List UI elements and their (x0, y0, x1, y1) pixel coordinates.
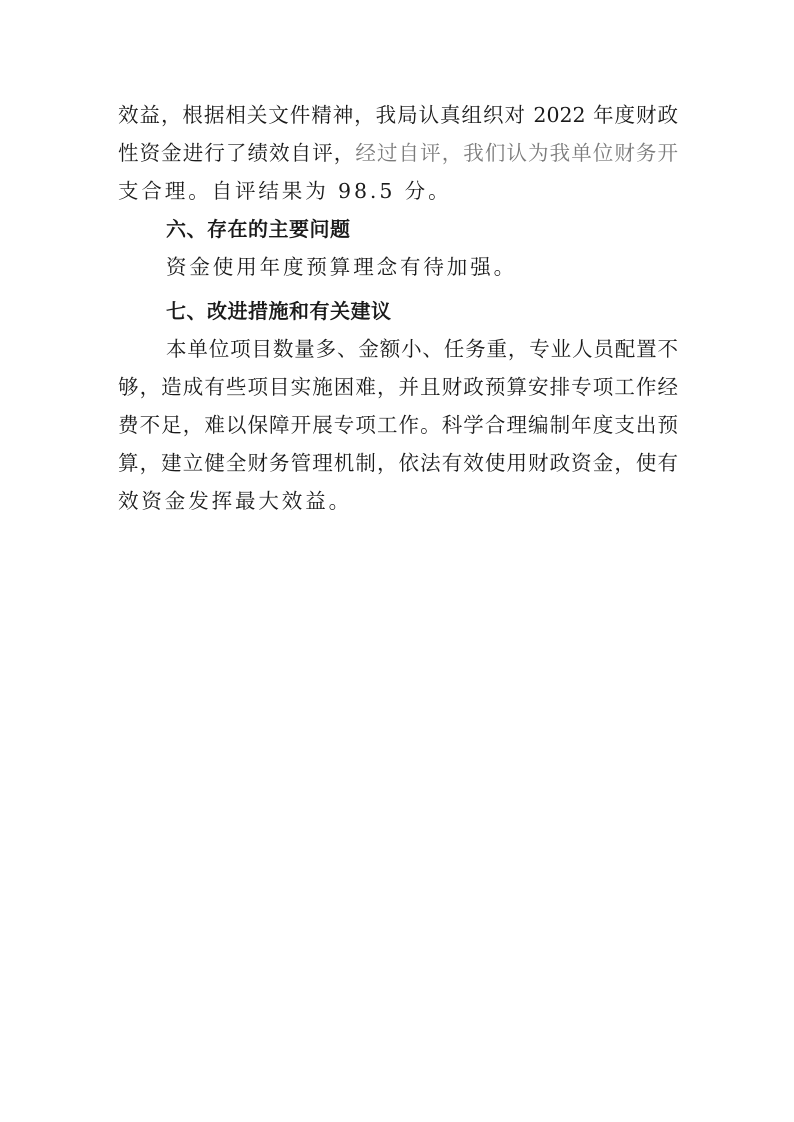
section-6-heading: 六、存在的主要问题 (166, 217, 351, 241)
intro-line-2 (118, 134, 678, 172)
section-7-heading: 七、改进措施和有关建议 (166, 299, 392, 323)
intro-line-2-part-a: 性资金进行了绩效自评， (118, 141, 356, 165)
intro-line-3: 支合理。自评结果为 98.5 分。 (118, 179, 452, 203)
intro-line-2-part-b: 经过自评，我们认为我单位财务开 (355, 141, 679, 165)
section-7-line-2: 够，造成有些项目实施困难，并且财政预算安排专项工作经 (118, 375, 678, 399)
section-7-line-5: 效资金发挥最大效益。 (118, 489, 352, 513)
intro-line-1: 效益，根据相关文件精神，我局认真组织对 2022 年度财政 (118, 103, 678, 127)
section-7-line-1: 本单位项目数量多、金额小、任务重，专业人员配置不 (166, 337, 678, 361)
document-page (118, 96, 678, 520)
section-6-body: 资金使用年度预算理念有待加强。 (166, 255, 517, 279)
section-7-line-3: 费不足，难以保障开展专项工作。科学合理编制年度支出预 (118, 413, 678, 437)
section-7-line-4: 算，建立健全财务管理机制，依法有效使用财政资金，使有 (118, 451, 678, 475)
